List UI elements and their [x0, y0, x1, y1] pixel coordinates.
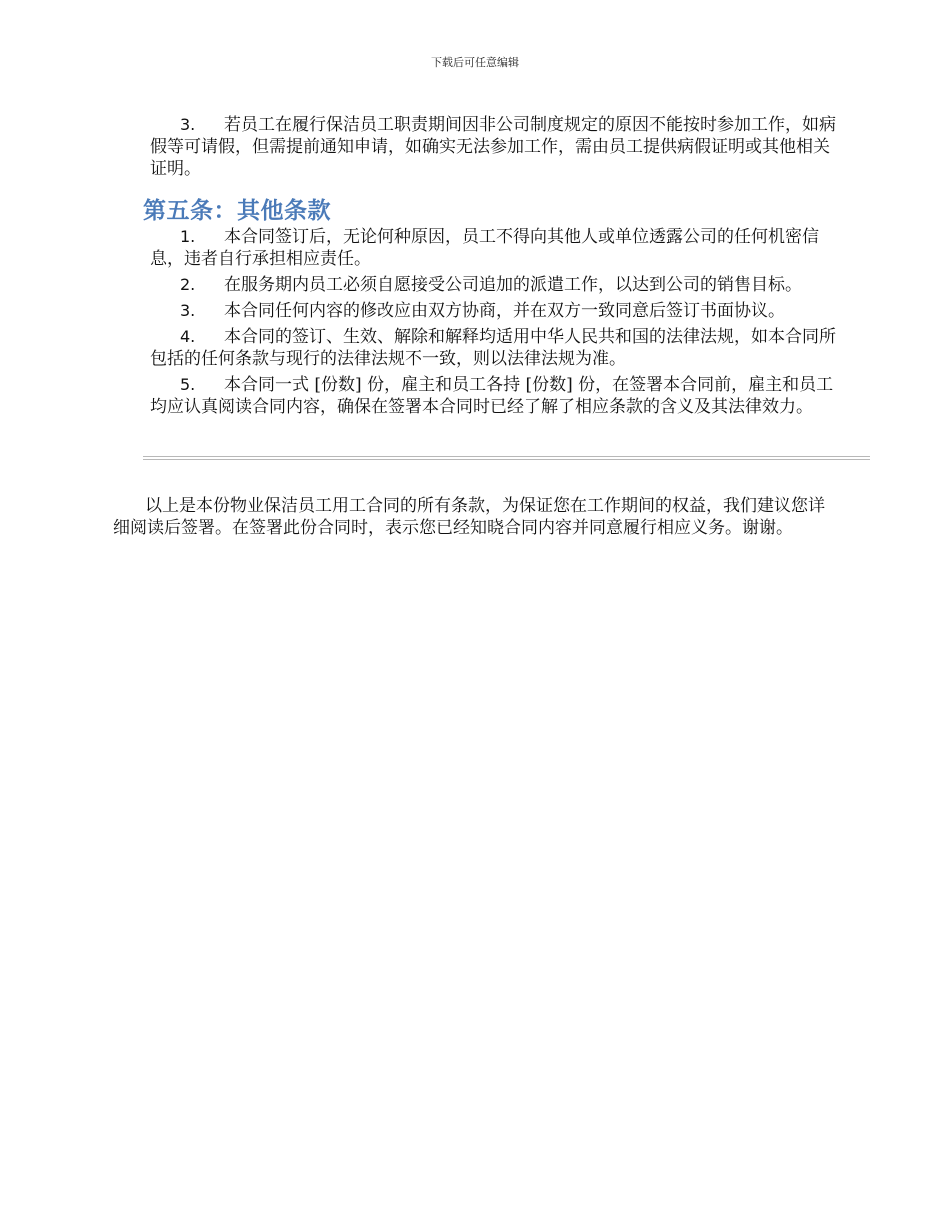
section-heading: 第五条：其他条款 [143, 198, 331, 224]
list-item [150, 326, 840, 370]
item-number: 2. [180, 275, 196, 294]
list-item [150, 300, 840, 322]
item-number: 3. [180, 115, 196, 134]
item-text: 本合同的签订、生效、解除和解释均适用中华人民共和国的法律法规，如本合同所包括的任何条款与现行的法律法规不一致，则以法律法规为准。 [150, 327, 836, 369]
item-number: 3. [180, 301, 196, 320]
item-text: 本合同一式 [份数] 份，雇主和员工各持 [份数] 份，在签署本合同前，雇主和员工均应认真阅读合同内容，确保在签署本合同时已经了解了相应条款的含义及其法律效力。 [150, 375, 834, 417]
section-divider [143, 456, 870, 460]
closing-paragraph: 以上是本份物业保洁员工用工合同的所有条款，为保证您在工作期间的权益，我们建议您详细阅读后签署。在签署此份合同时，表示您已经知晓合同内容并同意履行相应义务。谢谢。 [113, 496, 825, 538]
item-text: 若员工在履行保洁员工职责期间因非公司制度规定的原因不能按时参加工作，如病假等可请假，但需提前通知申请，如确实无法参加工作，需由员工提供病假证明或其他相关证明。 [150, 115, 836, 179]
list-item [150, 374, 840, 418]
list-item [150, 226, 840, 270]
item-number: 4. [180, 327, 196, 346]
item-number: 5. [180, 375, 196, 394]
list-item [150, 274, 840, 296]
header-text: 下载后可任意编辑 [431, 56, 519, 69]
section-5-list [150, 226, 840, 422]
item-text: 在服务期内员工必须自愿接受公司追加的派遣工作，以达到公司的销售目标。 [224, 275, 802, 295]
section-4-continuation [150, 114, 840, 180]
item-number: 1. [180, 227, 196, 246]
page-header [0, 54, 950, 70]
item-text: 本合同签订后，无论何种原因，员工不得向其他人或单位透露公司的任何机密信息，违者自行承担相应责任。 [150, 227, 819, 269]
item-text: 本合同任何内容的修改应由双方协商，并在双方一致同意后签订书面协议。 [224, 301, 785, 321]
list-item [150, 114, 840, 180]
